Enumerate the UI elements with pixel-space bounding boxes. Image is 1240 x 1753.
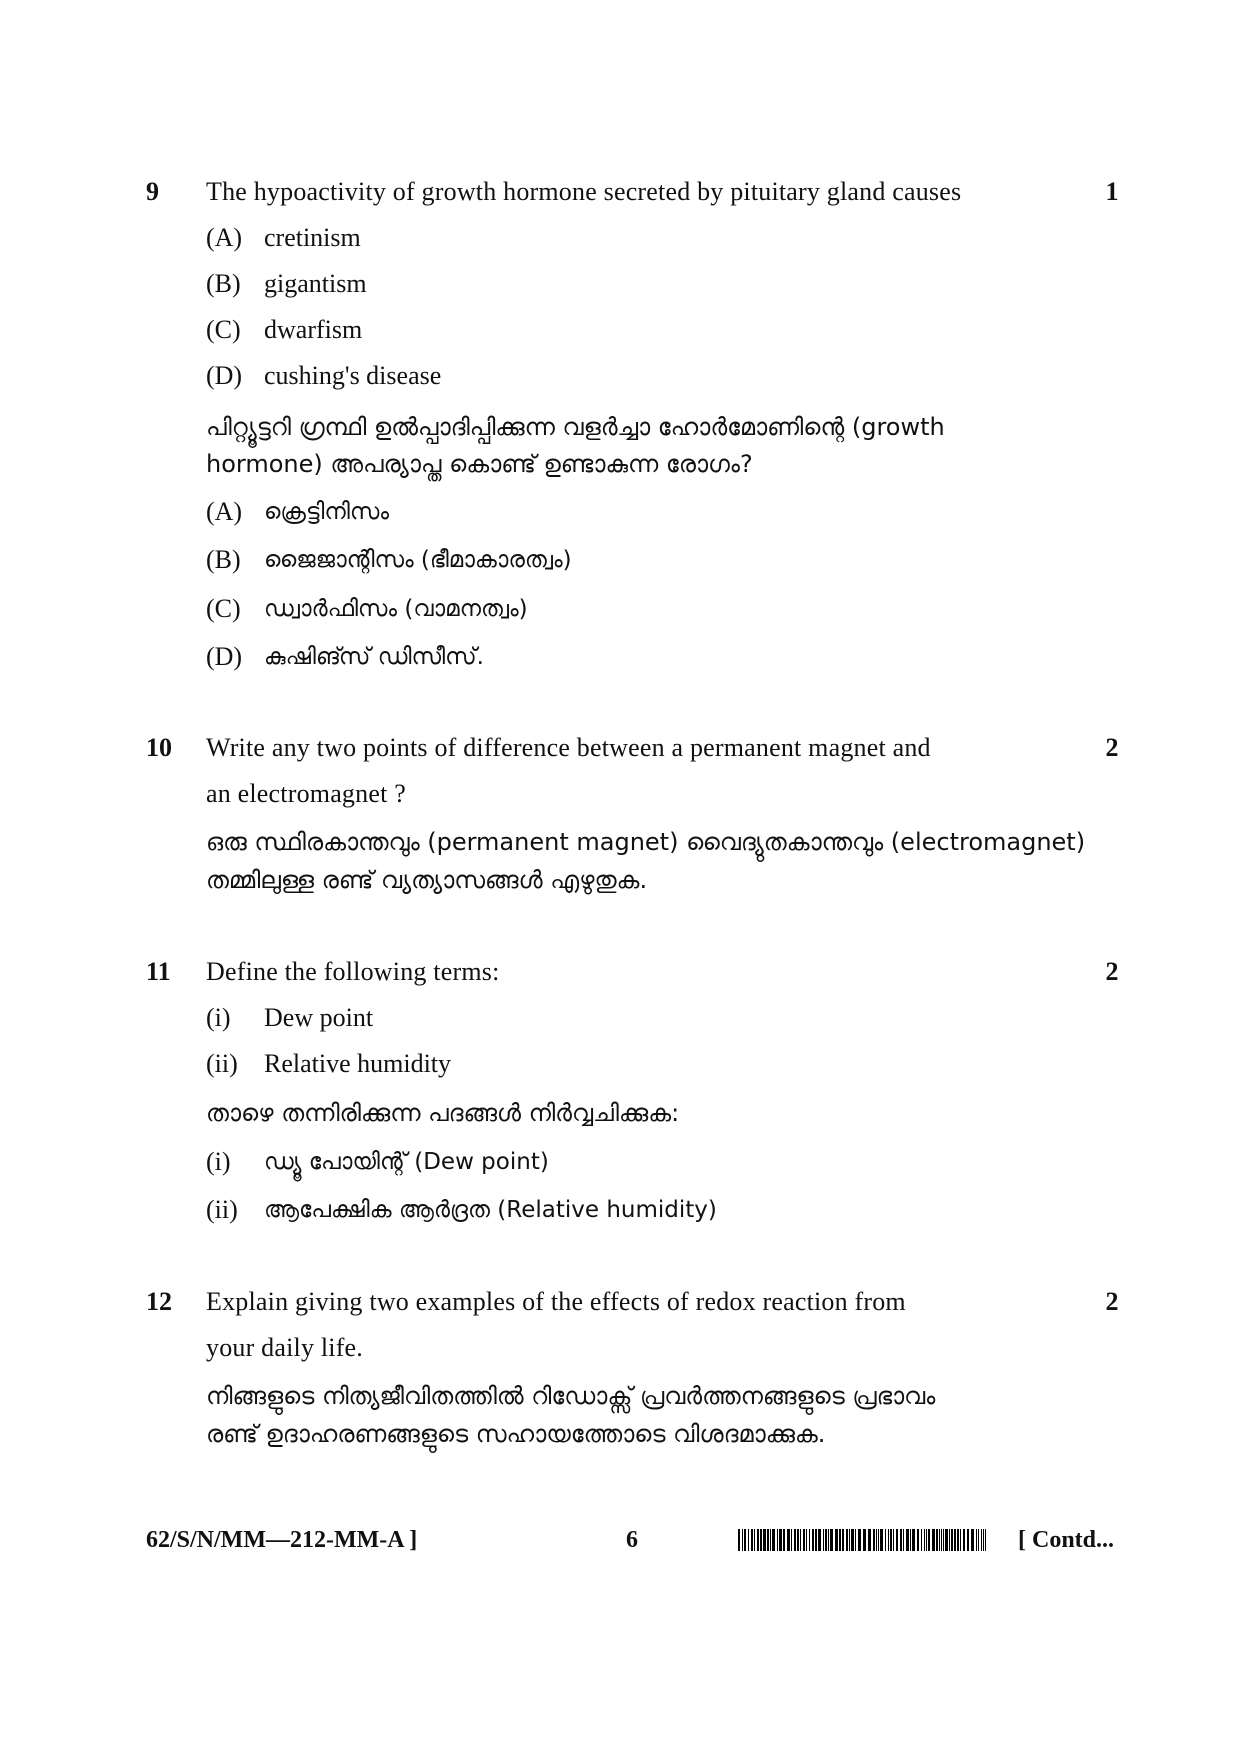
option-label: (C): [206, 315, 241, 344]
paper-code: 62/S/N/MM—212-MM-A ]: [146, 1527, 418, 1553]
question-text: Define the following terms:: [206, 957, 500, 986]
malayalam-question-line: നിങ്ങളുടെ നിത്യജീവിതത്തിൽ റിഡോക്സ് പ്രവർത്തനങ്ങളുടെ പ്രഭാവം: [206, 1382, 936, 1410]
question-number: 10: [146, 733, 172, 762]
malayalam-question-line: ഒരു സ്ഥിരകാന്തവും (permanent magnet) വൈദ്യുതകാന്തവും (electromagnet): [206, 828, 1086, 856]
question-text: Write any two points of difference between a permanent magnet and: [206, 733, 931, 762]
malayalam-question-line: തമ്മിലുള്ള രണ്ട് വ്യത്യാസങ്ങൾ എഴുതുക.: [206, 866, 648, 894]
question-text: Explain giving two examples of the effects of redox reaction from: [206, 1287, 906, 1316]
malayalam-option-label: (i): [206, 1147, 231, 1176]
option-text: Relative humidity: [264, 1049, 452, 1078]
option-text: Dew point: [264, 1003, 374, 1032]
question-marks: 2: [1105, 957, 1119, 986]
question-number: 12: [146, 1287, 172, 1316]
continued-label: [ Contd...: [1018, 1527, 1115, 1553]
option-label: (i): [206, 1003, 231, 1032]
malayalam-question-line: പിറ്റ്യൂട്ടറി ഗ്രന്ഥി ഉൽപ്പാദിപ്പിക്കുന്ന വളർച്ചാ ഹോർമോണിന്റെ (growth: [206, 413, 945, 441]
malayalam-option-label: (B): [206, 545, 241, 574]
question-marks: 1: [1105, 177, 1119, 206]
malayalam-option-text: ജൈജാന്റിസം (ഭീമാകാരത്വം): [264, 547, 572, 573]
question-marks: 2: [1105, 1287, 1119, 1316]
option-text: cretinism: [264, 223, 361, 252]
option-text: dwarfism: [264, 315, 363, 344]
malayalam-option-text: ആപേക്ഷിക ആർദ്രത (Relative humidity): [264, 1197, 717, 1223]
malayalam-question-line: hormone) അപര്യാപ്ത കൊണ്ട് ഉണ്ടാകുന്ന രോഗം?: [206, 450, 753, 478]
option-text: cushing's disease: [264, 361, 442, 390]
malayalam-question-line: താഴെ തന്നിരിക്കുന്ന പദങ്ങൾ നിർവ്വചിക്കുക:: [206, 1099, 680, 1127]
page-number: 6: [626, 1527, 638, 1553]
question-text: The hypoactivity of growth hormone secreted by pituitary gland causes: [206, 177, 962, 206]
malayalam-option-text: ഡ്വാർഫിസം (വാമനത്വം): [264, 596, 528, 622]
malayalam-option-text: കുഷിങ്സ് ഡിസീസ്.: [264, 644, 484, 670]
malayalam-option-label: (A): [206, 497, 243, 526]
option-label: (D): [206, 361, 243, 390]
question-number: 11: [146, 957, 171, 986]
option-label: (B): [206, 269, 241, 298]
option-label: (ii): [206, 1049, 238, 1078]
malayalam-option-label: (C): [206, 594, 241, 623]
question-text: your daily life.: [206, 1333, 363, 1362]
malayalam-option-text: ക്രെട്ടിനിസം: [264, 499, 389, 525]
question-number: 9: [146, 177, 159, 206]
option-text: gigantism: [264, 269, 367, 298]
barcode: [738, 1529, 990, 1551]
malayalam-option-label: (ii): [206, 1195, 238, 1224]
question-marks: 2: [1105, 733, 1119, 762]
malayalam-option-label: (D): [206, 642, 243, 671]
malayalam-option-text: ഡ്യൂ പോയിന്റ് (Dew point): [264, 1149, 549, 1175]
question-text: an electromagnet ?: [206, 779, 406, 808]
malayalam-question-line: രണ്ട് ഉദാഹരണങ്ങളുടെ സഹായത്തോടെ വിശദമാക്കുക.: [206, 1420, 826, 1448]
option-label: (A): [206, 223, 243, 252]
